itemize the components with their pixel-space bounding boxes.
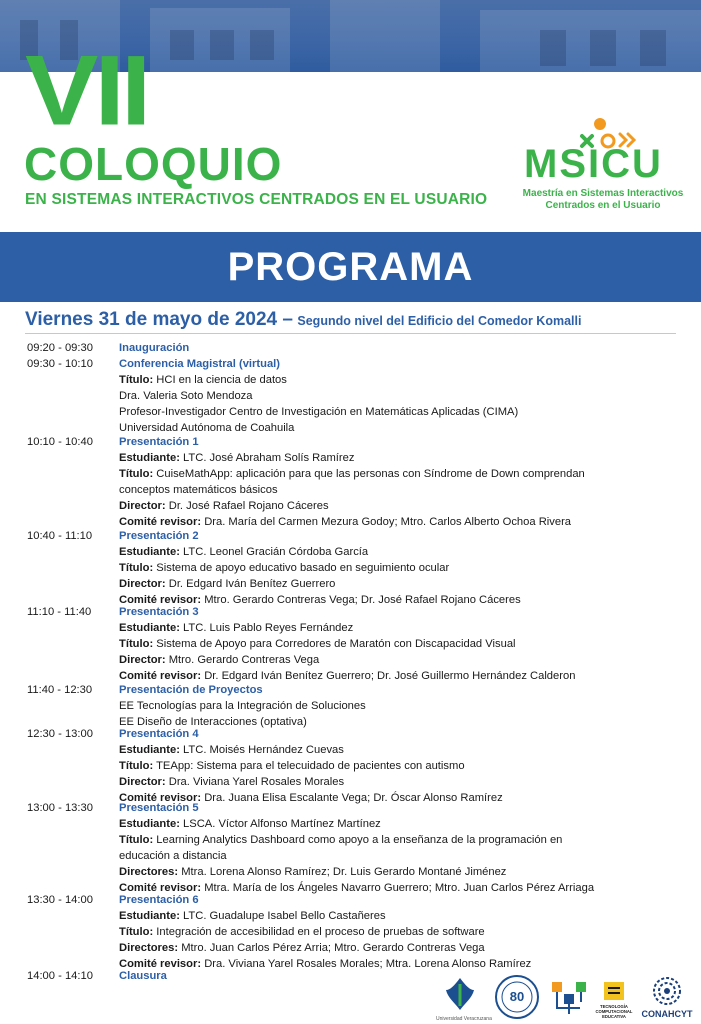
field-label: Título: [119,374,154,386]
field-label: Título: [119,562,154,574]
field-value: Sistema de apoyo educativo basado en seguimiento ocular [156,562,450,574]
uv-emblem-icon [440,976,480,1012]
field-value: Universidad Autónoma de Coahuila [119,422,295,434]
msicu-logo [520,116,686,212]
field-value: LTC. Leonel Gracián Córdoba García [183,546,369,558]
field-label: Directores: [119,866,179,878]
schedule-text [119,698,366,714]
schedule-time: 13:30 - 14:00 [27,894,93,906]
event-subtitle: EN SISTEMAS INTERACTIVOS CENTRADOS EN EL USUARIO [25,191,488,208]
field-value: Dra. Juana Elisa Escalante Vega; Dr. Óscar Alonso Ramírez [204,792,503,804]
circuit-icon [550,978,588,1018]
conahcyt-logo [640,976,694,1022]
schedule-time: 09:30 - 10:10 [27,358,93,370]
divider [25,333,676,334]
schedule-heading [119,528,199,544]
field-label: Comité revisor: [119,882,202,894]
field-value: Mtra. María de los Ángeles Navarro Guerrero; Mtro. Juan Carlos Pérez Arriaga [204,882,595,894]
schedule-text [119,908,386,924]
field-value: LSCA. Víctor Alfonso Martínez Martínez [183,818,381,830]
conahcyt-label: CONAHCYT [641,1009,693,1019]
field-value: Presentación 5 [119,802,199,814]
schedule-time: 14:00 - 14:10 [27,970,93,982]
schedule-text [119,864,506,880]
msicu-wordmark: MSICU [524,142,663,186]
schedule-heading [119,340,189,356]
schedule-text [119,560,449,576]
field-label: Título: [119,638,154,650]
field-value: EE Diseño de Interacciones (optativa) [119,716,307,728]
field-value: Presentación 4 [119,728,199,740]
field-label: Estudiante: [119,910,180,922]
field-label: Comité revisor: [119,792,202,804]
field-value: Dra. Viviana Yarel Rosales Morales; Mtra. Lorena Alonso Ramírez [204,958,532,970]
field-label: Director: [119,578,166,590]
field-value: Presentación 3 [119,606,199,618]
schedule-time: 10:40 - 11:10 [27,530,93,542]
programa-banner [0,232,701,302]
field-value: educación a distancia [119,850,227,862]
field-value: Learning Analytics Dashboard como apoyo a la enseñanza de la programación en [156,834,563,846]
field-label: Comité revisor: [119,594,202,606]
field-label: Director: [119,500,166,512]
schedule-heading [119,968,167,984]
schedule-text [119,742,344,758]
schedule-text [119,652,319,668]
field-value: LTC. Moisés Hernández Cuevas [183,744,344,756]
schedule-time: 10:10 - 10:40 [27,436,93,448]
schedule-heading [119,604,199,620]
schedule-text [119,774,344,790]
schedule-time: 11:40 - 12:30 [27,684,93,696]
footer-logos [436,970,695,1024]
field-label: Estudiante: [119,818,180,830]
event-date: Viernes 31 de mayo de 2024 – [25,309,293,330]
event-title: COLOQUIO [24,138,283,190]
schedule-text [119,498,329,514]
schedule-heading [119,434,199,450]
field-label: Directores: [119,942,179,954]
field-value: Dra. María del Carmen Mezura Godoy; Mtro. Carlos Alberto Ochoa Rivera [204,516,572,528]
field-value: LTC. Luis Pablo Reyes Fernández [183,622,354,634]
uv-80-label: 80 [509,989,525,1004]
uv-logo-label: Universidad Veracruzana [436,1016,492,1022]
field-value: Presentación 6 [119,894,199,906]
tce-logo [596,982,632,1018]
schedule-text [119,466,585,482]
field-value: LTC. Guadalupe Isabel Bello Castañeres [183,910,386,922]
schedule-text [119,388,253,404]
field-value: Dra. Valeria Soto Mendoza [119,390,253,402]
msicu-caption-line1: Maestría en Sistemas Interactivos [522,188,684,199]
event-edition: VII [25,35,148,147]
event-location: Segundo nivel del Edificio del Comedor Komalli [297,314,582,328]
schedule-time: 13:00 - 13:30 [27,802,93,814]
field-label: Estudiante: [119,622,180,634]
msicu-caption [520,188,686,212]
field-label: Título: [119,468,154,480]
field-value: TEApp: Sistema para el telecuidado de pacientes con autismo [156,760,465,772]
tce-label: TECNOLOGÍA COMPUTACIONAL EDUCATIVA [595,1004,633,1019]
schedule-text [119,576,335,592]
schedule-heading [119,356,280,372]
field-label: Director: [119,654,166,666]
schedule-time: 11:10 - 11:40 [27,606,92,618]
field-label: Título: [119,760,154,772]
schedule-text [119,450,354,466]
field-value: Profesor-Investigador Centro de Investigación en Matemáticas Aplicadas (CIMA) [119,406,519,418]
field-value: LTC. José Abraham Solís Ramírez [183,452,355,464]
field-value: Sistema de Apoyo para Corredores de Maratón con Discapacidad Visual [156,638,516,650]
field-label: Estudiante: [119,452,180,464]
field-value: Dr. Edgard Iván Benítez Guerrero [168,578,336,590]
field-label: Título: [119,926,154,938]
schedule-heading [119,800,199,816]
schedule-text [119,816,381,832]
field-value: Inauguración [119,342,190,354]
uv-80-logo [494,974,540,1020]
field-label: Comité revisor: [119,958,202,970]
field-value: Mtro. Gerardo Contreras Vega [168,654,320,666]
schedule-text [119,924,485,940]
schedule-text [119,636,516,652]
field-value: Presentación 2 [119,530,199,542]
field-value: Dr. José Rafael Rojano Cáceres [168,500,329,512]
schedule-time: 09:20 - 09:30 [27,342,93,354]
schedule-text [119,940,485,956]
schedule-heading [119,682,263,698]
schedule-time: 12:30 - 13:00 [27,728,93,740]
field-label: Director: [119,776,166,788]
field-label: Estudiante: [119,744,180,756]
field-value: HCI en la ciencia de datos [156,374,287,386]
field-value: Mtro. Gerardo Contreras Vega; Dr. José Rafael Rojano Cáceres [204,594,521,606]
tce-emblem-icon [596,982,632,1004]
schedule-text [119,372,287,388]
field-value: Dr. Edgard Iván Benítez Guerrero; Dr. José Guillermo Hernández Calderon [204,670,576,682]
field-value: Clausura [119,970,167,982]
schedule-text [119,404,518,420]
schedule-heading [119,726,199,742]
schedule-text [119,482,278,498]
field-label: Estudiante: [119,546,180,558]
field-value: Mtra. Lorena Alonso Ramírez; Dr. Luis Gerardo Montané Jiménez [181,866,507,878]
schedule-heading [119,892,199,908]
schedule-text [119,832,562,848]
date-location-line [25,309,695,331]
uv-logo [436,976,492,1022]
schedule-text [119,544,368,560]
schedule-text [119,620,353,636]
field-value: EE Tecnologías para la Integración de Soluciones [119,700,366,712]
field-value: Presentación 1 [119,436,199,448]
schedule-text [119,758,465,774]
msicu-caption-line2: Centrados en el Usuario [545,200,661,211]
field-label: Comité revisor: [119,516,202,528]
conahcyt-dots-icon [640,976,694,1008]
schedule-text [119,848,227,864]
field-label: Título: [119,834,154,846]
field-value: Mtro. Juan Carlos Pérez Arria; Mtro. Gerardo Contreras Vega [181,942,485,954]
field-value: Presentación de Proyectos [119,684,263,696]
field-value: Dra. Viviana Yarel Rosales Morales [168,776,345,788]
programa-title: PROGRAMA [227,245,474,289]
field-value: Integración de accesibilidad en el proceso de pruebas de software [156,926,485,938]
field-value: Conferencia Magistral (virtual) [119,358,281,370]
field-label: Comité revisor: [119,670,202,682]
field-value: conceptos matemáticos básicos [119,484,278,496]
field-value: CuiseMathApp: aplicación para que las personas con Síndrome de Down comprendan [156,468,585,480]
fei-logo [550,978,588,1018]
